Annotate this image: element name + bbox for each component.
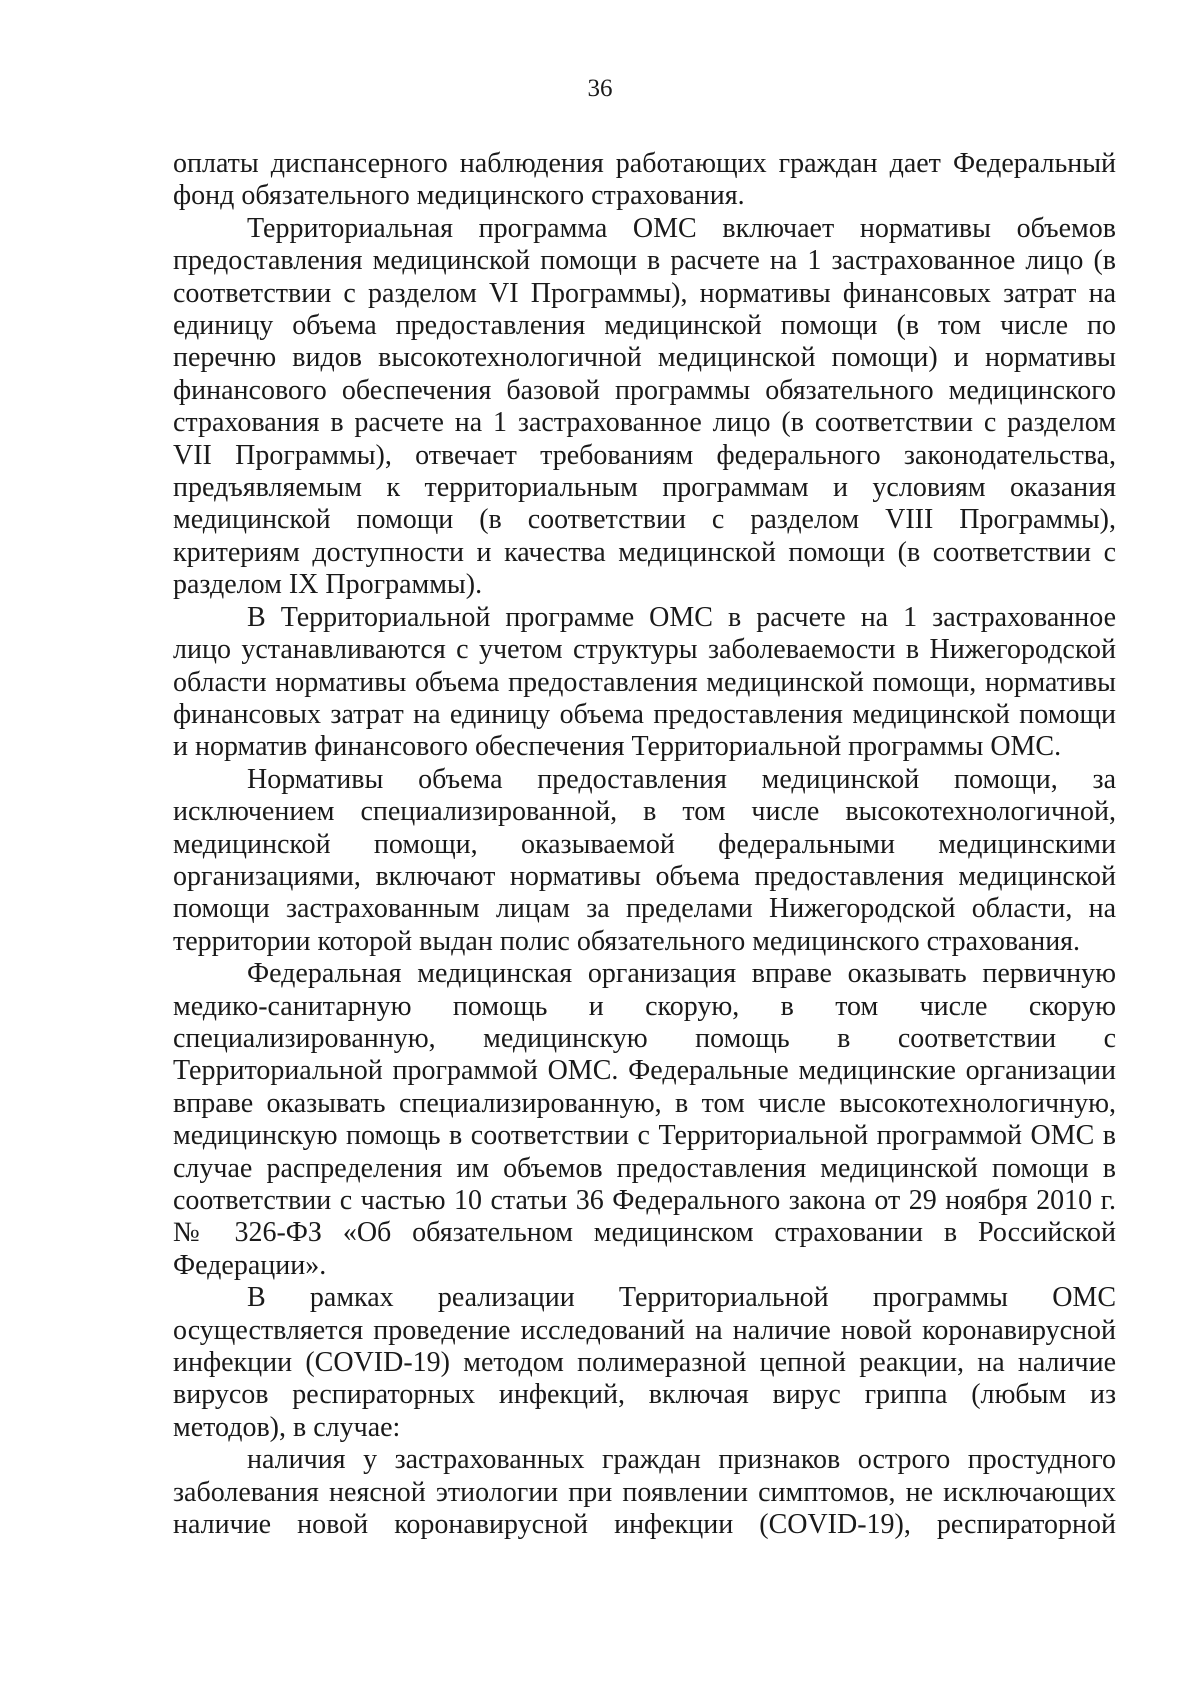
- document-body: [173, 148, 1116, 1541]
- paragraph-federal-organizations: Федеральная медицинская организация вправе оказывать первичную медико-санитарную помощь и скорую, в том числе скорую специализированную, медицинскую помощь в соответствии с Территориальной программой ОМС. Федеральные медицинские организации вправе оказывать специализированную, в том числе высокотехнологичную, медицинскую помощь в соответствии с Территориальной программой ОМС в случае распределения им объемов предоставления медицинской помощи в соответствии с частью 10 статьи 36 Федерального закона от 29 ноября 2010 г. № 326-ФЗ «Об обязательном медицинском страховании в Российской Федерации».: [173, 958, 1116, 1281]
- paragraph-symptoms: наличия у застрахованных граждан признаков острого простудного заболевания неясной этиологии при появлении симптомов, не исключающих наличие новой коронавирусной инфекции (COVID-19), респираторной: [173, 1444, 1116, 1541]
- paragraph-norms-established: В Территориальной программе ОМС в расчете на 1 застрахованное лицо устанавливаются с учетом структуры заболеваемости в Нижегородской области нормативы объема предоставления медицинской помощи, нормативы финансовых затрат на единицу объема предоставления медицинской помощи и норматив финансового обеспечения Территориальной программы ОМС.: [173, 601, 1116, 763]
- paragraph-volume-norms: Нормативы объема предоставления медицинской помощи, за исключением специализированной, в том числе высокотехнологичной, медицинской помощи, оказываемой федеральными медицинскими организациями, включают нормативы объема предоставления медицинской помощи застрахованным лицам за пределами Нижегородской области, на территории которой выдан полис обязательного медицинского страхования.: [173, 763, 1116, 957]
- paragraph-covid-research: В рамках реализации Территориальной программы ОМС осуществляется проведение исследований на наличие новой коронавирусной инфекции (COVID-19) методом полимеразной цепной реакции, на наличие вирусов респираторных инфекций, включая вирус гриппа (любым из методов), в случае:: [173, 1282, 1116, 1443]
- page-number: 36: [587, 75, 613, 102]
- paragraph-continuation: оплаты диспансерного наблюдения работающих граждан дает Федеральный фонд обязательного медицинского страхования.: [173, 148, 1116, 212]
- paragraph-territorial-program-norms: Территориальная программа ОМС включает нормативы объемов предоставления медицинской помощи в расчете на 1 застрахованное лицо (в соответствии с разделом VI Программы), нормативы финансовых затрат на единицу объема предоставления медицинской помощи (в том числе по перечню видов высокотехнологичной медицинской помощи) и нормативы финансового обеспечения базовой программы обязательного медицинского страхования в расчете на 1 застрахованное лицо (в соответствии с разделом VII Программы), отвечает требованиям федерального законодательства, предъявляемым к территориальным программам и условиям оказания медицинской помощи (в соответствии с разделом VIII Программы), критериям доступности и качества медицинской помощи (в соответствии с разделом IX Программы).: [173, 212, 1116, 601]
